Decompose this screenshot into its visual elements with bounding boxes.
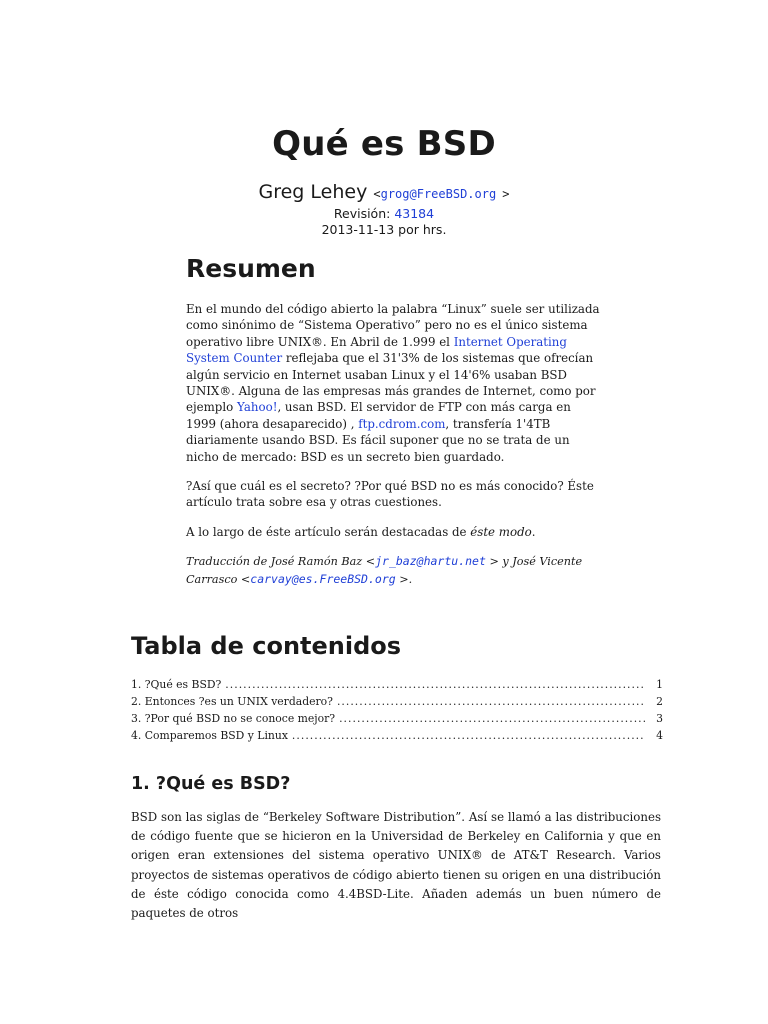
abstract-text: .	[531, 524, 536, 539]
toc-entry[interactable]	[131, 676, 663, 693]
table-of-contents	[131, 632, 663, 744]
revision-link[interactable]: 43184	[394, 206, 435, 221]
translator-email-1[interactable]: jr_baz@hartu.net	[375, 554, 486, 569]
toc-entry-page: 4	[656, 729, 663, 742]
toc-entry-page: 3	[656, 712, 663, 725]
author-name: Greg Lehey	[258, 181, 368, 203]
ftp-cdrom-link[interactable]: ftp.cdrom.com	[358, 416, 446, 431]
abstract-paragraph-2: ?Así que cuál es el secreto? ?Por qué BSD no es más conocido? Éste artículo trata sobre esa y otras cuestiones.	[186, 479, 594, 510]
abstract-text: , usan BSD. El servidor de FTP con más carga en 1999 (ahora desaparecido) ,	[186, 400, 571, 431]
credits-text: > y José Vicente Carrasco <	[186, 555, 583, 586]
toc-entry-page: 1	[656, 678, 663, 691]
revision-block	[0, 206, 768, 238]
credits-text: >.	[395, 572, 413, 586]
internet-os-counter-link[interactable]: Internet Operating System Counter	[186, 334, 567, 366]
translator-email-2[interactable]: carvay@es.FreeBSD.org	[250, 571, 396, 586]
author-email-close: >	[502, 187, 510, 201]
toc-entry[interactable]	[131, 693, 663, 710]
toc-entry-label[interactable]: 2. Entonces ?es un UNIX verdadero?	[131, 695, 333, 708]
toc-entry-label[interactable]: 1. ?Qué es BSD?	[131, 678, 222, 691]
abstract-paragraph-3	[186, 524, 600, 540]
author-email-link[interactable]: grog@FreeBSD.org	[380, 187, 497, 201]
emphasis-sample: éste modo	[470, 524, 532, 539]
revision-date: 2013-11-13 por hrs.	[321, 222, 447, 237]
yahoo-link[interactable]: Yahoo!	[236, 400, 278, 415]
toc-leader-dots	[337, 693, 645, 710]
abstract-paragraph-1	[186, 301, 600, 465]
author-line	[0, 181, 768, 203]
abstract-text: En el mundo del código abierto la palabra “Linux” suele ser utilizada como sinónimo de “Sistema Operativo” pero no es el único sistema operativo libre UNIX®. En Abril de 1.999 el	[186, 302, 600, 349]
toc-entry[interactable]	[131, 710, 663, 727]
document-title: Qué es BSD	[272, 124, 496, 164]
abstract-heading: Resumen	[186, 254, 316, 283]
toc-leader-dots	[292, 727, 645, 744]
translation-credits	[186, 553, 600, 588]
section-what-is-bsd	[131, 774, 661, 923]
toc-entry-label[interactable]: 4. Comparemos BSD y Linux	[131, 729, 288, 742]
abstract-text: A lo largo de éste artículo serán destacadas de	[186, 524, 471, 539]
abstract-text: reflejaba que el 31'3% de los sistemas que ofrecían algún servicio en Internet usaban Linux y el 14'6% usaban BSD UNIX®. Alguna de las empresas más grandes de Internet, como por ejemplo	[186, 351, 596, 415]
toc-entry-label[interactable]: 3. ?Por qué BSD no se conoce mejor?	[131, 712, 336, 725]
toc-leader-dots	[339, 710, 645, 727]
abstract-section	[186, 254, 600, 601]
abstract-text: , transfería 1'4TB diariamente usando BSD. Es fácil suponer que no se trata de un nicho de mercado: BSD es un secreto bien guardado.	[186, 416, 570, 464]
toc-entry-page: 2	[656, 695, 663, 708]
author-email-open: <	[373, 187, 381, 201]
section-body: BSD son las siglas de “Berkeley Software Distribution”. Así se llamó a las distribuciones de código fuente que se hicieron en la Universidad de Berkeley en California y que en origen eran extensiones del sistema operativo UNIX® de AT&T Research. Varios proyectos de sistemas operativos de código abierto tienen su origen en una distribución de éste código conocida como 4.4BSD-Lite. Añaden además un buen número de paquetes de otros	[131, 810, 661, 921]
toc-leader-dots	[225, 676, 645, 693]
toc-heading: Tabla de contenidos	[131, 632, 402, 660]
section-heading: 1. ?Qué es BSD?	[131, 774, 291, 794]
toc-entry[interactable]	[131, 727, 663, 744]
revision-label: Revisión:	[333, 206, 391, 221]
credits-text: Traducción de José Ramón Baz <	[186, 555, 376, 569]
